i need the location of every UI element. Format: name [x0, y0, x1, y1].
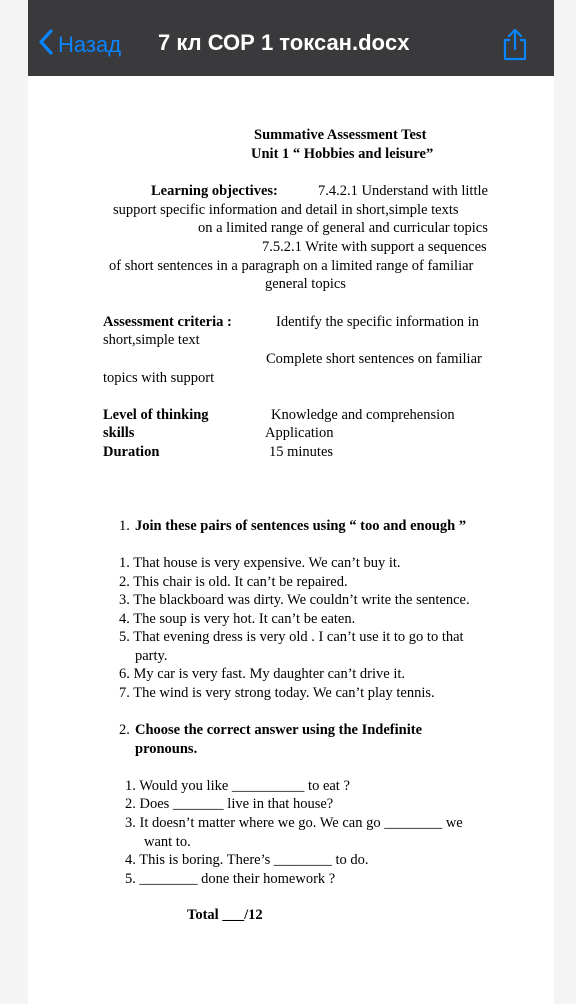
list-item: 4. This is boring. There’s ________ to do. — [125, 852, 369, 868]
share-icon — [500, 49, 530, 66]
chevron-left-icon — [38, 28, 58, 62]
back-label: Назад — [58, 32, 122, 57]
task-title: Choose the correct answer using the Indefinite — [135, 722, 423, 738]
duration-label: Duration — [103, 444, 160, 460]
duration-value: 15 minutes — [269, 444, 334, 460]
list-item: party. — [135, 648, 168, 664]
doc-subtitle: Unit 1 “ Hobbies and leisure” — [251, 146, 434, 162]
list-item: 3. It doesn’t matter where we go. We can go ________ we — [125, 815, 463, 831]
doc-title: Summative Assessment Test — [254, 127, 427, 143]
task-title: Join these pairs of sentences using “ too and enough ” — [135, 518, 467, 534]
thinking-skills-label: skills — [103, 425, 135, 441]
list-item: 4. The soup is very hot. It can’t be eaten. — [119, 611, 356, 627]
learning-objective-line: on a limited range of general and curricular topics — [198, 220, 488, 236]
left-margin — [0, 0, 28, 1004]
learning-objectives-label: Learning objectives: — [151, 183, 278, 199]
assessment-criteria-line: short,simple text — [103, 332, 200, 348]
assessment-criteria-line: topics with support — [103, 370, 215, 386]
assessment-criteria-line: Identify the specific information in — [276, 314, 479, 330]
task-number: 1. — [119, 518, 130, 534]
share-button[interactable] — [500, 28, 530, 62]
document-title: 7 кл СОР 1 токсан.docx — [158, 30, 410, 55]
list-item: 7. The wind is very strong today. We can’t play tennis. — [119, 685, 435, 701]
list-item: 5. That evening dress is very old . I can’t use it to go to that — [119, 629, 464, 645]
learning-objective-line: of short sentences in a paragraph on a limited range of familiar — [109, 258, 474, 274]
list-item: 1. That house is very expensive. We can’t buy it. — [119, 555, 401, 571]
list-item: 5. ________ done their homework ? — [125, 871, 336, 887]
thinking-skills-value: Application — [265, 425, 334, 441]
list-item: want to. — [144, 834, 191, 850]
task-number: 2. — [119, 722, 130, 738]
list-item: 2. Does _______ live in that house? — [125, 796, 334, 812]
list-item: 6. My car is very fast. My daughter can’t drive it. — [119, 666, 406, 682]
right-margin — [554, 0, 576, 1004]
navigation-bar — [28, 0, 554, 76]
task-title: pronouns. — [135, 741, 198, 757]
learning-objective-line: 7.4.2.1 Understand with little — [318, 183, 488, 199]
learning-objective-line: general topics — [265, 276, 346, 292]
learning-objective-line: 7.5.2.1 Write with support a sequences — [262, 239, 487, 255]
document-page — [28, 76, 554, 1004]
assessment-criteria-line: Complete short sentences on familiar — [266, 351, 482, 367]
back-button[interactable] — [38, 28, 121, 62]
list-item: 2. This chair is old. It can’t be repaired. — [119, 574, 348, 590]
list-item: 1. Would you like __________ to eat ? — [125, 778, 350, 794]
assessment-criteria-label: Assessment criteria : — [103, 314, 232, 330]
total-score: Total ___/12 — [187, 907, 263, 923]
thinking-skills-value: Knowledge and comprehension — [271, 407, 455, 423]
learning-objective-line: support specific information and detail in short,simple texts — [113, 202, 459, 218]
thinking-skills-label: Level of thinking — [103, 407, 209, 423]
list-item: 3. The blackboard was dirty. We couldn’t write the sentence. — [119, 592, 470, 608]
